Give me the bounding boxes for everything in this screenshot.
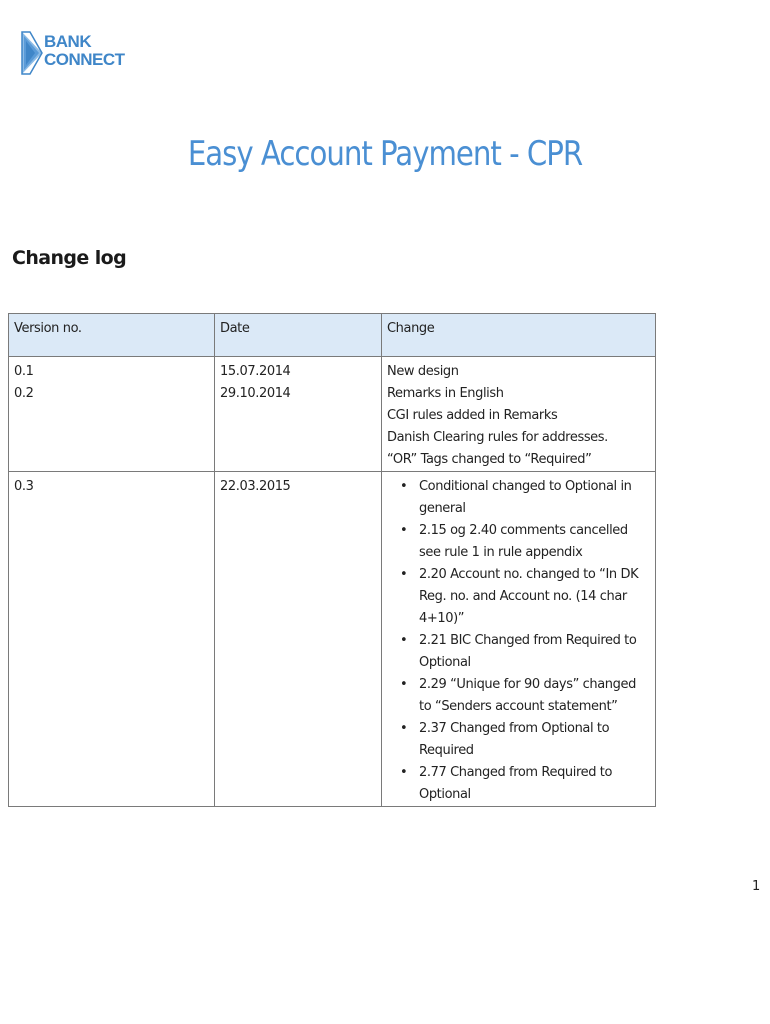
change-bullet-item: • 2.77 Changed from Required to Optional [387, 762, 650, 806]
change-cell [382, 472, 656, 807]
table-header-row [9, 314, 656, 357]
version-value: 0.3 [14, 479, 34, 494]
change-line: CGI rules added in Remarks [387, 408, 558, 423]
change-bullet-list [387, 476, 650, 806]
column-header-version: Version no. [9, 314, 215, 357]
date-cell [215, 357, 382, 472]
date-value: 15.07.2014 [220, 364, 291, 379]
date-value: 22.03.2015 [220, 479, 291, 494]
change-bullet-item: • 2.21 BIC Changed from Required to Optional [387, 630, 650, 674]
change-line: Remarks in English [387, 386, 504, 401]
version-cell [9, 357, 215, 472]
logo-text-connect: CONNECT [44, 50, 125, 69]
date-cell [215, 472, 382, 807]
table-row [9, 472, 656, 807]
change-cell [382, 357, 656, 472]
table-row [9, 357, 656, 472]
version-value: 0.2 [14, 386, 34, 401]
change-log-heading: Change log [12, 247, 127, 269]
date-value: 29.10.2014 [220, 386, 291, 401]
version-value: 0.1 [14, 364, 34, 379]
change-log-table [8, 313, 656, 807]
column-header-change: Change [382, 314, 656, 357]
change-bullet-item: • 2.29 “Unique for 90 days” changed to “Senders account statement” [387, 674, 650, 718]
bank-connect-logo [20, 30, 125, 76]
document-title: Easy Account Payment - CPR [187, 134, 583, 174]
page-number: 1 [752, 879, 761, 894]
change-line: New design [387, 364, 459, 379]
change-line: “OR” Tags changed to “Required” [387, 452, 592, 467]
change-bullet-item: • Conditional changed to Optional in general [387, 476, 650, 520]
change-bullet-item: • 2.20 Account no. changed to “In DK Reg. no. and Account no. (14 char 4+10)” [387, 564, 650, 630]
change-bullet-item: • 2.15 og 2.40 comments cancelled see rule 1 in rule appendix [387, 520, 650, 564]
logo-text-bank: BANK [44, 32, 92, 51]
change-line: Danish Clearing rules for addresses. [387, 430, 608, 445]
change-bullet-item: • 2.37 Changed from Optional to Required [387, 718, 650, 762]
version-cell [9, 472, 215, 807]
column-header-date: Date [215, 314, 382, 357]
bank-connect-logo-mark-icon [20, 30, 44, 76]
